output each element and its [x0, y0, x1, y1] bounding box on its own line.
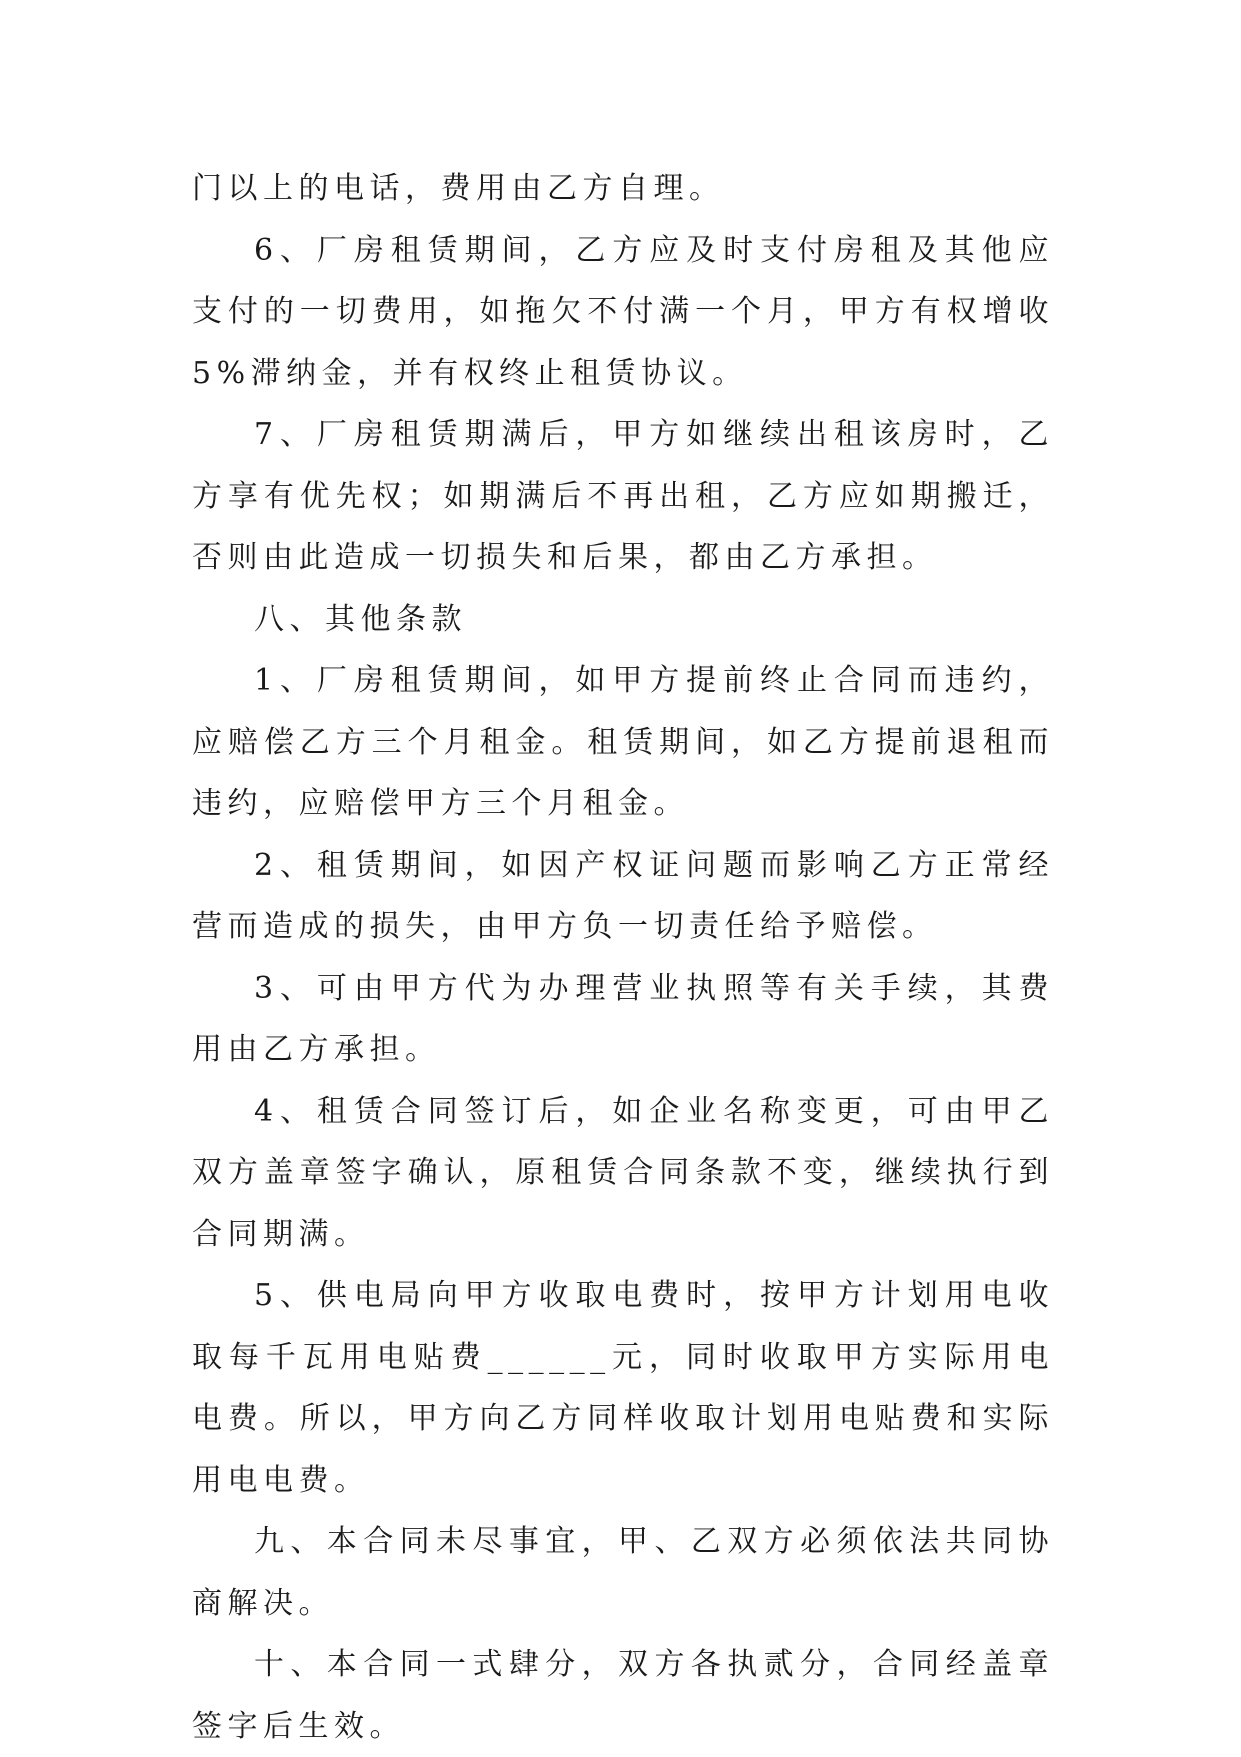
document-body	[192, 158, 1054, 1757]
paragraph-other-clause-3: 3、可由甲方代为办理营业执照等有关手续，其费用由乙方承担。	[192, 970, 1054, 1067]
paragraph-clause-6: 6、厂房租赁期间，乙方应及时支付房租及其他应支付的一切费用，如拖欠不付满一个月，甲方有权增收 5%滞纳金，并有权终止租赁协议。	[192, 232, 1054, 391]
section-heading-other-terms: 八、其他条款	[254, 601, 467, 637]
paragraph-other-clause-5: 5、供电局向甲方收取电费时，按甲方计划用电收取每千瓦用电贴费______元，同时收取甲方实际用电电费。所以，甲方向乙方同样收取计划用电贴费和实际用电电费。	[192, 1278, 1054, 1498]
paragraph-other-clause-2: 2、租赁期间，如因产权证问题而影响乙方正常经营而造成的损失，由甲方负一切责任给予赔偿。	[192, 847, 1054, 944]
paragraph-section-10: 十、本合同一式肆分，双方各执贰分，合同经盖章签字后生效。	[192, 1647, 1054, 1744]
paragraph-clause-7: 7、厂房租赁期满后，甲方如继续出租该房时，乙方享有优先权；如期满后不再出租，乙方应如期搬迁，否则由此造成一切损失和后果，都由乙方承担。	[192, 417, 1054, 575]
paragraph-other-clause-4: 4、租赁合同签订后，如企业名称变更，可由甲乙双方盖章签字确认，原租赁合同条款不变，继续执行到合同期满。	[192, 1093, 1054, 1252]
paragraph-continuation: 门以上的电话，费用由乙方自理。	[192, 171, 725, 206]
paragraph-section-9: 九、本合同未尽事宜，甲、乙双方必须依法共同协商解决。	[192, 1524, 1054, 1621]
paragraph-other-clause-1: 1、厂房租赁期间，如甲方提前终止合同而违约，应赔偿乙方三个月租金。租赁期间，如乙方提前退租而违约，应赔偿甲方三个月租金。	[192, 663, 1054, 821]
